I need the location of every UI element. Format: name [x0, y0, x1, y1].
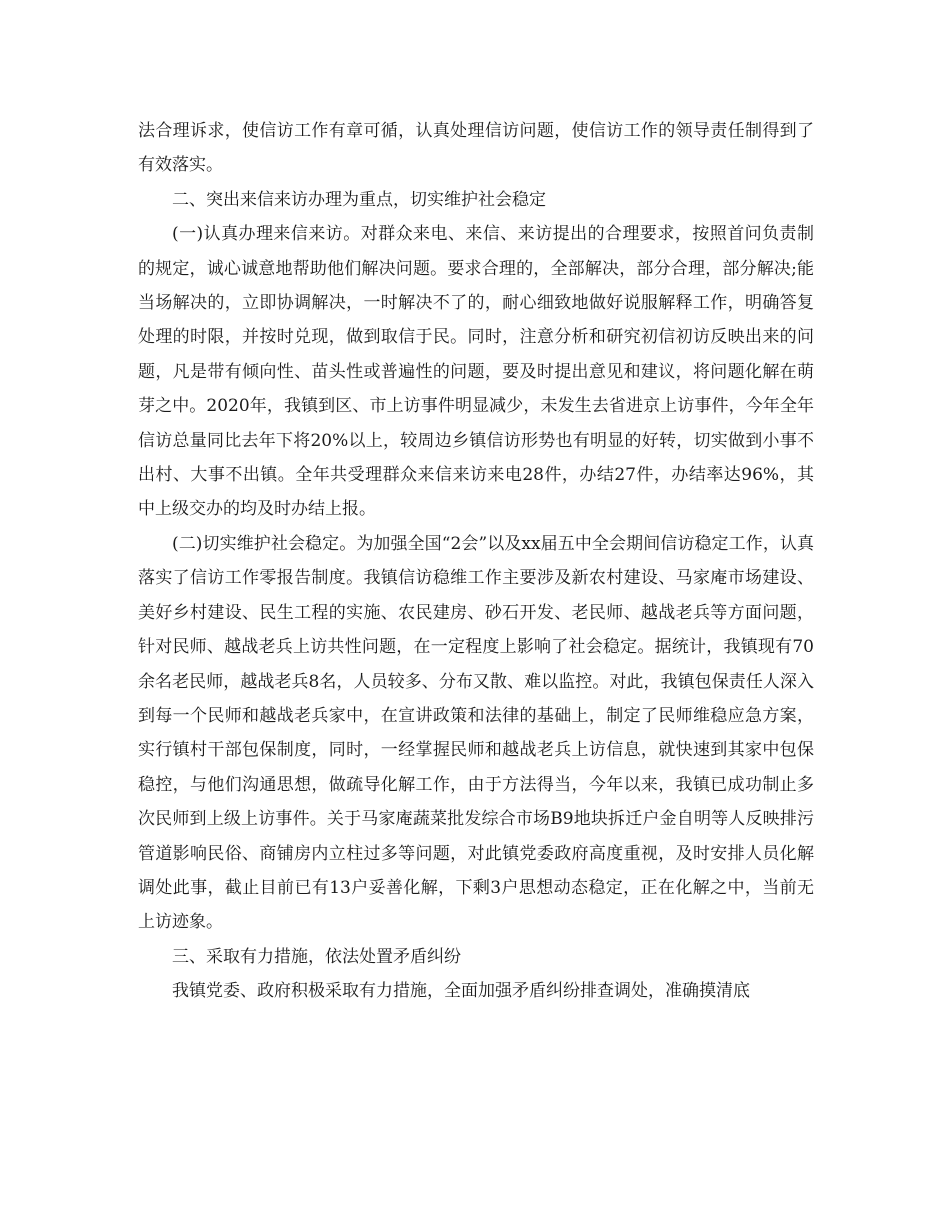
section-heading-3: 三、采取有力措施，依法处置矛盾纠纷: [172, 946, 461, 967]
paragraph-handle-letters-visits: (一)认真办理来信来访。对群众来电、来信、来访提出的合理要求，按照首问负责制的规定，诚心诚意地帮助他们解决问题。要求合理的，全部解决，部分合理，部分解决;能当场解决的，立即协调解决，一时解决不了的，耐心细致地做好说服解释工作，明确答复处理的时限，并按时兑现，做到取信于民。同时，注意分析和研究初信初访反映出来的问题，凡是带有倾向性、苗头性或普遍性的问题，要及时提出意见和建议，将问题化解在萌芽之中。2020年，我镇到区、市上访事件明显减少，未发生去省进京上访事件，今年全年信访总量同比去年下将20%以上，较周边乡镇信访形势也有明显的好转，切实做到小事不出村、大事不出镇。全年共受理群众来信来访来电28件，办结27件，办结率达96%，其中上级交办的均及时办结上报。: [138, 224, 814, 520]
paragraph-maintain-stability: (二)切实维护社会稳定。为加强全国“2会”以及xx届五中全会期间信访稳定工作，认真落实了信访工作零报告制度。我镇信访稳维工作主要涉及新农村建设、马家庵市场建设、美好乡村建设、民生工程的实施、农民建房、砂石开发、老民师、越战老兵等方面问题，针对民师、越战老兵上访共性问题，在一定程度上影响了社会稳定。据统计，我镇现有70余名老民师，越战老兵8名，人员较多、分布又散、难以监控。对此，我镇包保责任人深入到每一个民师和越战老兵家中，在宣讲政策和法律的基础上，制定了民师维稳应急方案，实行镇村干部包保制度，同时，一经掌握民师和越战老兵上访信息，就快速到其家中包保稳控，与他们沟通思想，做疏导化解工作，由于方法得当，今年以来，我镇已成功制止多次民师到上级上访事件。关于马家庵蔬菜批发综合市场B9地块拆迁户金自明等人反映排污管道影响民俗、商铺房内立柱过多等问题，对此镇党委政府高度重视，及时安排人员化解调处此事，截止目前已有13户妥善化解，下剩3户思想动态稳定，正在化解之中，当前无上访迹象。: [138, 533, 814, 933]
section-heading-2: 二、突出来信来访办理为重点，切实维护社会稳定: [172, 189, 546, 210]
paragraph-dispute-measures: 我镇党委、政府积极采取有力措施，全面加强矛盾纠纷排查调处，准确摸清底: [172, 981, 750, 1002]
paragraph-continued: 法合理诉求，使信访工作有章可循，认真处理信访问题，使信访工作的领导责任制得到了有效落实。: [138, 121, 814, 176]
document-body: [138, 114, 814, 1009]
